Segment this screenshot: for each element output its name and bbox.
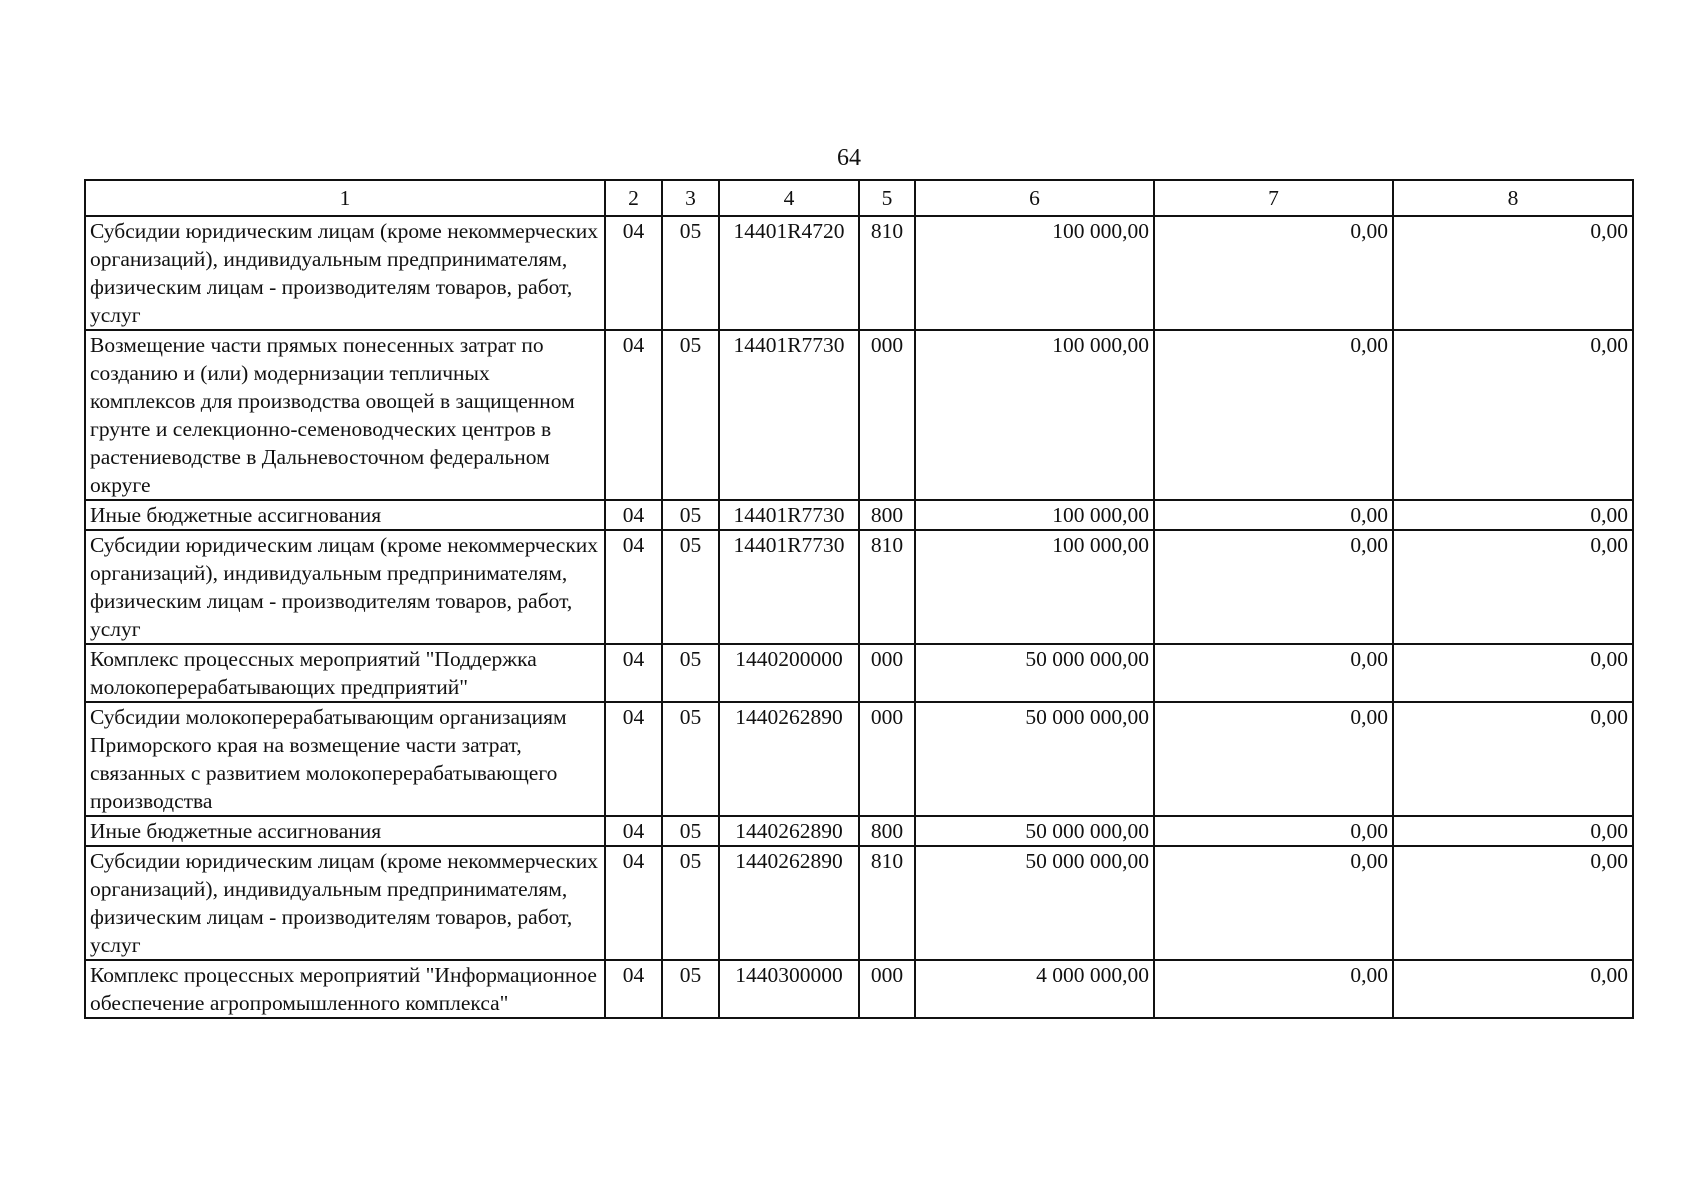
table-row	[85, 960, 1633, 1018]
amount-col8: 0,00	[1393, 500, 1633, 530]
amount-col8: 0,00	[1393, 846, 1633, 960]
expense-type-code: 800	[859, 500, 915, 530]
amount-col6: 50 000 000,00	[915, 702, 1154, 816]
row-name: Субсидии юридическим лицам (кроме некоммерческих организаций), индивидуальным предпринимателям, физическим лицам - производителям товаров, работ, услуг	[85, 530, 605, 644]
amount-col8: 0,00	[1393, 960, 1633, 1018]
amount-col8: 0,00	[1393, 702, 1633, 816]
expense-type-code: 000	[859, 644, 915, 702]
subsection-code: 05	[662, 702, 719, 816]
header-cell: 7	[1154, 180, 1393, 216]
target-article-code: 1440262890	[719, 816, 859, 846]
expense-type-code: 810	[859, 216, 915, 330]
expense-type-code: 000	[859, 960, 915, 1018]
page-number: 64	[837, 145, 861, 171]
section-code: 04	[605, 846, 662, 960]
subsection-code: 05	[662, 216, 719, 330]
target-article-code: 1440300000	[719, 960, 859, 1018]
row-name: Комплекс процессных мероприятий "Поддержка молокоперерабатывающих предприятий"	[85, 644, 605, 702]
amount-col6: 100 000,00	[915, 500, 1154, 530]
row-name: Иные бюджетные ассигнования	[85, 500, 605, 530]
expense-type-code: 810	[859, 846, 915, 960]
subsection-code: 05	[662, 816, 719, 846]
amount-col6: 100 000,00	[915, 216, 1154, 330]
section-code: 04	[605, 960, 662, 1018]
target-article-code: 14401R7730	[719, 530, 859, 644]
amount-col6: 50 000 000,00	[915, 846, 1154, 960]
amount-col7: 0,00	[1154, 960, 1393, 1018]
row-name: Субсидии юридическим лицам (кроме некоммерческих организаций), индивидуальным предпринимателям, физическим лицам - производителям товаров, работ, услуг	[85, 216, 605, 330]
expense-type-code: 000	[859, 702, 915, 816]
target-article-code: 1440262890	[719, 846, 859, 960]
amount-col7: 0,00	[1154, 702, 1393, 816]
section-code: 04	[605, 530, 662, 644]
section-code: 04	[605, 330, 662, 500]
amount-col8: 0,00	[1393, 816, 1633, 846]
row-name: Иные бюджетные ассигнования	[85, 816, 605, 846]
amount-col8: 0,00	[1393, 330, 1633, 500]
amount-col7: 0,00	[1154, 500, 1393, 530]
expense-type-code: 800	[859, 816, 915, 846]
amount-col8: 0,00	[1393, 530, 1633, 644]
expense-type-code: 000	[859, 330, 915, 500]
table-row	[85, 702, 1633, 816]
amount-col6: 100 000,00	[915, 330, 1154, 500]
subsection-code: 05	[662, 530, 719, 644]
target-article-code: 14401R7730	[719, 330, 859, 500]
amount-col6: 4 000 000,00	[915, 960, 1154, 1018]
subsection-code: 05	[662, 960, 719, 1018]
amount-col7: 0,00	[1154, 330, 1393, 500]
subsection-code: 05	[662, 644, 719, 702]
row-name: Субсидии юридическим лицам (кроме некоммерческих организаций), индивидуальным предпринимателям, физическим лицам - производителям товаров, работ, услуг	[85, 846, 605, 960]
header-cell: 3	[662, 180, 719, 216]
table-row	[85, 216, 1633, 330]
amount-col7: 0,00	[1154, 216, 1393, 330]
section-code: 04	[605, 216, 662, 330]
table-row	[85, 644, 1633, 702]
subsection-code: 05	[662, 330, 719, 500]
header-cell: 1	[85, 180, 605, 216]
header-cell: 2	[605, 180, 662, 216]
header-cell: 5	[859, 180, 915, 216]
amount-col6: 50 000 000,00	[915, 644, 1154, 702]
header-cell: 6	[915, 180, 1154, 216]
amount-col6: 50 000 000,00	[915, 816, 1154, 846]
amount-col7: 0,00	[1154, 644, 1393, 702]
target-article-code: 14401R7730	[719, 500, 859, 530]
amount-col6: 100 000,00	[915, 530, 1154, 644]
header-cell: 4	[719, 180, 859, 216]
table-row	[85, 846, 1633, 960]
row-name: Возмещение части прямых понесенных затрат по созданию и (или) модернизации тепличных комплексов для производства овощей в защищенном грунте и селекционно-семеноводческих центров в растениеводстве в Дальневосточном федеральном округе	[85, 330, 605, 500]
header-row	[85, 180, 1633, 216]
budget-table	[84, 179, 1634, 1019]
amount-col7: 0,00	[1154, 530, 1393, 644]
table-row	[85, 500, 1633, 530]
section-code: 04	[605, 500, 662, 530]
subsection-code: 05	[662, 500, 719, 530]
target-article-code: 1440262890	[719, 702, 859, 816]
amount-col8: 0,00	[1393, 644, 1633, 702]
header-cell: 8	[1393, 180, 1633, 216]
section-code: 04	[605, 816, 662, 846]
target-article-code: 14401R4720	[719, 216, 859, 330]
table-row	[85, 330, 1633, 500]
target-article-code: 1440200000	[719, 644, 859, 702]
amount-col7: 0,00	[1154, 846, 1393, 960]
amount-col7: 0,00	[1154, 816, 1393, 846]
row-name: Субсидии молокоперерабатывающим организациям Приморского края на возмещение части затрат, связанных с развитием молокоперерабатывающего производства	[85, 702, 605, 816]
section-code: 04	[605, 702, 662, 816]
section-code: 04	[605, 644, 662, 702]
table-row	[85, 530, 1633, 644]
expense-type-code: 810	[859, 530, 915, 644]
amount-col8: 0,00	[1393, 216, 1633, 330]
table-row	[85, 816, 1633, 846]
subsection-code: 05	[662, 846, 719, 960]
row-name: Комплекс процессных мероприятий "Информационное обеспечение агропромышленного комплекса"	[85, 960, 605, 1018]
